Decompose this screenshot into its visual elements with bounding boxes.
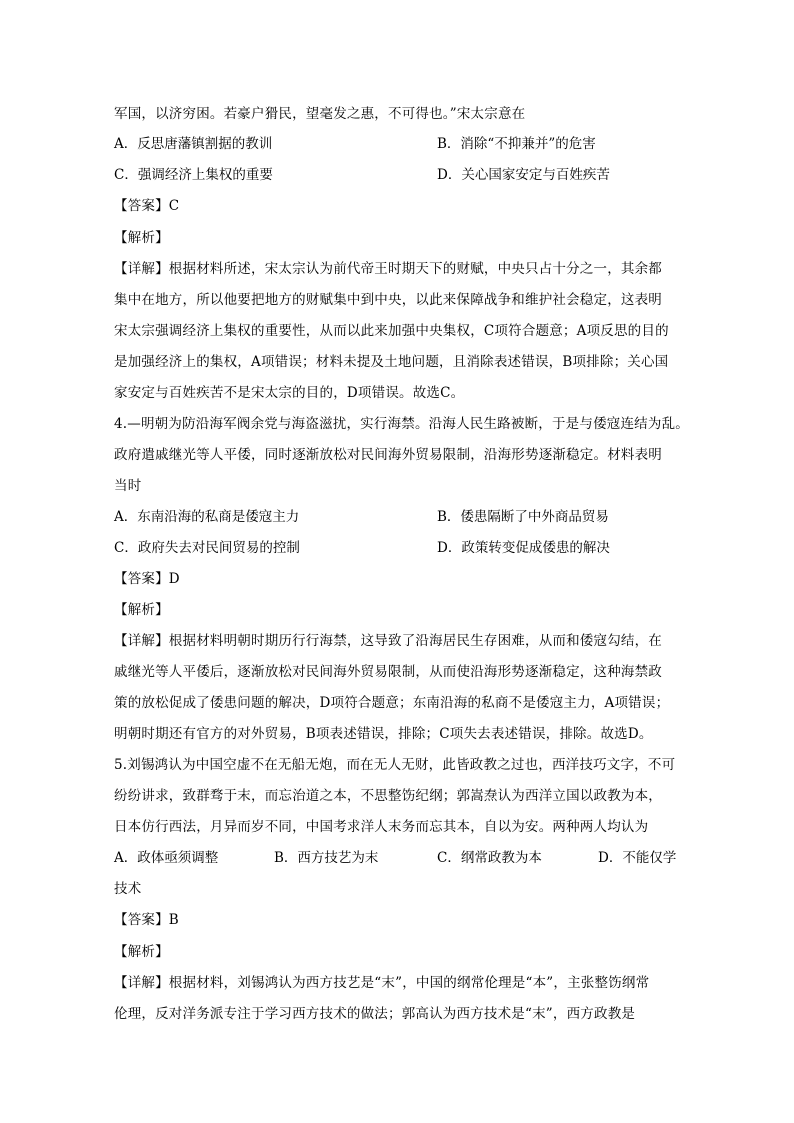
q4-detail-line: 【详解】根据材料明朝时期历行行海禁，这导致了沿海居民生存困难，从而和倭寇勾结，在 bbox=[114, 633, 662, 649]
q5-detail-line: 伦理，反对洋务派专注于学习西方技术的做法；郭高认为西方技术是“末”，西方政教是 bbox=[114, 1006, 636, 1022]
question-5-stem: 5.刘锡鸿认为中国空虚不在无船无炮，而在无人无财，此皆政教之过也，西洋技巧文字，不可 bbox=[114, 757, 676, 773]
q4-detail-line: 戚继光等人平倭后，逐渐放松对民间海外贸易限制，从而使沿海形势逐渐稳定，这种海禁政 bbox=[114, 664, 662, 680]
q3-detail-line: 是加强经济上的集权，A项错误；材料未提及土地问题，且消除表述错误，B项排除；关心国 bbox=[114, 354, 669, 370]
q4-option-b: B．倭患隔断了中外商品贸易 bbox=[437, 509, 609, 525]
q3-detail-line: 宋太宗强调经济上集权的重要性，从而以此来加强中央集权，C项符合题意；A项反思的目的 bbox=[114, 323, 669, 339]
question-5-stem: 纷纷讲求，致群骛于末，而忘治道之本，不思整饬纪纲；郭嵩焘认为西洋立国以政教为本， bbox=[114, 788, 662, 804]
q3-option-c: C．强调经济上集权的重要 bbox=[114, 167, 273, 183]
q3-option-b: B．消除“不抑兼并”的危害 bbox=[437, 136, 596, 152]
q3-detail-line: 家安定与百姓疾苦不是宋太宗的目的，D项错误。故选C。 bbox=[114, 385, 465, 401]
question-5-stem: 日本仿行西法，月异而岁不同，中国考求洋人末务而忘其本，自以为安。两种两人均认为 bbox=[114, 819, 649, 835]
q3-answer: 【答案】C bbox=[114, 198, 180, 214]
q5-analysis-label: 【解析】 bbox=[114, 944, 169, 960]
q4-analysis-label: 【解析】 bbox=[114, 602, 169, 618]
q5-option-a: A．政体亟须调整 bbox=[114, 850, 219, 866]
q4-option-a: A．东南沿海的私商是倭寇主力 bbox=[114, 509, 300, 525]
q5-answer: 【答案】B bbox=[114, 912, 179, 928]
question-4-stem: 政府遣戚继光等人平倭，同时逐渐放松对民间海外贸易限制，沿海形势逐渐稳定。材料表明 bbox=[114, 447, 662, 463]
q4-detail-line: 策的放松促成了倭患问题的解决，D项符合题意；东南沿海的私商不是倭寇主力，A项错误； bbox=[114, 695, 670, 711]
q4-option-d: D．政策转变促成倭患的解决 bbox=[437, 540, 610, 556]
question-3-stem: 军国，以济穷困。若豪户猾民，望毫发之惠，不可得也。”宋太宗意在 bbox=[114, 106, 526, 122]
q5-option-d: D．不能仅学 bbox=[598, 850, 677, 866]
question-4-stem: 当时 bbox=[114, 478, 142, 494]
q4-answer: 【答案】D bbox=[114, 571, 180, 587]
q3-option-d: D．关心国家安定与百姓疾苦 bbox=[437, 167, 610, 183]
q5-option-b: B．西方技艺为末 bbox=[274, 850, 379, 866]
q3-detail-line: 【详解】根据材料所述，宋太宗认为前代帝王时期天下的财赋，中央只占十分之一，其余都 bbox=[114, 261, 662, 277]
q5-option-d-wrap: 技术 bbox=[114, 881, 142, 897]
question-4-stem: 4.—明朝为防沿海军阀余党与海盗滋扰，实行海禁。沿海人民生路被断，于是与倭寇连结为乱。 bbox=[114, 416, 689, 432]
q4-detail-line: 明朝时期还有官方的对外贸易，B项表述错误，排除；C项失去表述错误，排除。故选D。 bbox=[114, 726, 653, 742]
q3-analysis-label: 【解析】 bbox=[114, 230, 169, 246]
q5-option-c: C．纲常政教为本 bbox=[437, 850, 542, 866]
q4-option-c: C．政府失去对民间贸易的控制 bbox=[114, 540, 300, 556]
q3-option-a: A．反思唐藩镇割据的教训 bbox=[114, 136, 273, 152]
q3-detail-line: 集中在地方，所以他要把地方的财赋集中到中央，以此来保障战争和维护社会稳定，这表明 bbox=[114, 292, 662, 308]
q5-detail-line: 【详解】根据材料，刘锡鸿认为西方技艺是“末”，中国的纲常伦理是“本”，主张整饬纲常 bbox=[114, 975, 650, 991]
